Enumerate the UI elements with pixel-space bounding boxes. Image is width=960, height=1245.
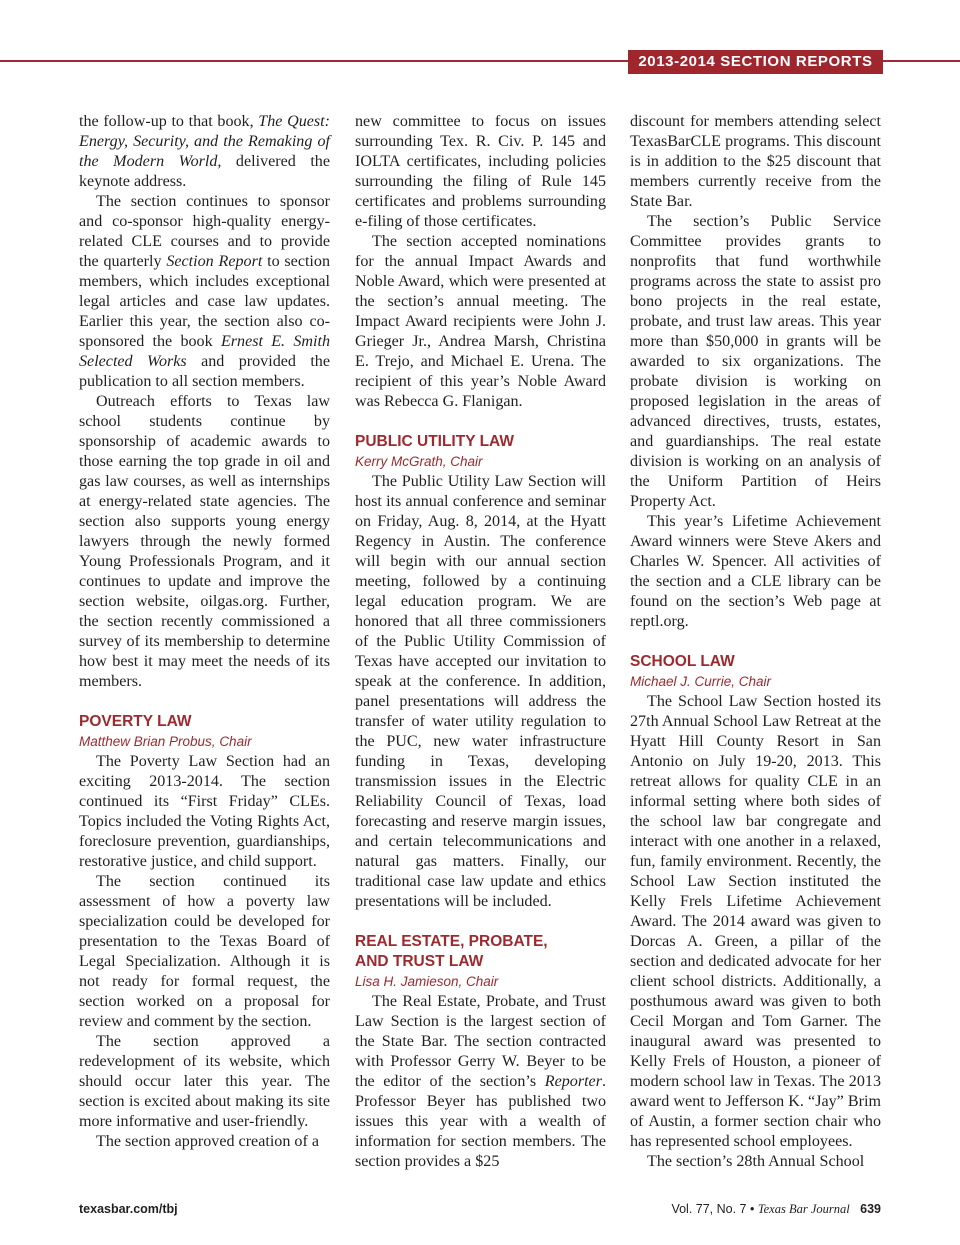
paragraph: The Poverty Law Section had an exciting 2013-2014. The section continued its “First Friday” CLEs. Topics included the Voting Rights Act, foreclosure prevention, guardianships, restorative justice, and child support. <box>79 753 330 870</box>
paragraph: The section continues to sponsor and co-sponsor high-quality energy-related CLE courses and to provide the quarterly Section Report to section members, which includes exceptional legal articles and case law updates. Earlier this year, the section also co-sponsored the book Ernest E. Smith Selected Works and provided the publication to all section members. <box>79 193 331 390</box>
paragraph: Outreach efforts to Texas law school students continue by sponsorship of academic awards to those earning the top grade in oil and gas law courses, as well as internships at energy-related state agencies. The section also supports young energy lawyers through the newly formed Young Professionals Program, and it continues to update and improve the section website, oilgas.org. Further, the section recently commissioned a survey of its membership to determine how best it may meet the needs of its members. <box>79 393 330 690</box>
paragraph: The section accepted nominations for the annual Impact Awards and Noble Award, which were presented at the section’s annual meeting. The Impact Award recipients were John J. Grieger Jr., Andrea Marsh, Christina E. Trejo, and Michael E. Urena. The recipient of this year’s Noble Award was Rebecca G. Flanigan. <box>355 233 606 410</box>
section-chair: Michael J. Currie, Chair <box>630 674 772 689</box>
section-heading-public-utility-law: PUBLIC UTILITY LAW <box>355 433 515 450</box>
paragraph: The section’s Public Service Committee provides grants to nonprofits that fund worthwhile programs across the state to assist pro bono projects in the real estate, probate, and trust law areas. This year more than $50,000 in grants will be awarded to six organizations. The probate division is working on proposed legislation in the areas of advanced directives, trusts, estates, and guardianships. The real estate division is working on an analysis of the Uniform Partition of Heirs Property Act. <box>630 213 881 510</box>
paragraph: new committee to focus on issues surrounding Tex. R. Civ. P. 145 and IOLTA certificates, including policies surrounding the filing of Rule 145 certificates and problems surrounding e-filing of those certificates. <box>355 113 606 230</box>
footer-publication-info <box>671 1202 881 1217</box>
column-1 <box>79 112 330 1152</box>
paragraph: The School Law Section hosted its 27th Annual School Law Retreat at the Hyatt Hill County Resort in San Antonio on July 19-20, 2013. This retreat allows for quality CLE in an informal setting where both sides of the school law bar congregate and interact with one another in a relaxed, fun, family environment. Recently, the School Law Section instituted the Kelly Frels Lifetime Achievement Award. The 2014 award was given to Dorcas A. Green, a pillar of the section and dedicated advocate for her client school districts. Additionally, a posthumous award was given to both Cecil Morgan and Tom Garner. The inaugural award was presented to Kelly Frels of Houston, a pioneer of modern school law in Texas. The 2013 award went to Jefferson K. “Jay” Brim of Austin, a former section chair who has represented school employees. <box>630 693 881 1150</box>
paragraph: This year’s Lifetime Achievement Award winners were Steve Akers and Charles W. Spencer. All activities of the section and a CLE library can be found on the section’s Web page at reptl.org. <box>630 513 881 630</box>
paragraph: discount for members attending select TexasBarCLE programs. This discount is in addition to the $25 discount that members currently receive from the State Bar. <box>630 113 881 210</box>
section-chair: Lisa H. Jamieson, Chair <box>355 974 499 989</box>
paragraph: The section’s 28th Annual School <box>647 1153 865 1170</box>
paragraph: the follow-up to that book, The Quest: Energy, Security, and the Remaking of the Modern World, delivered the keynote address. <box>79 113 330 190</box>
paragraph: The section approved a redevelopment of its website, which should occur later this year. The section is excited about making its site more informative and user-friendly. <box>79 1033 330 1130</box>
paragraph: The section continued its assessment of how a poverty law specialization could be developed for presentation to the Texas Board of Legal Specialization. Although it is not ready for formal request, the section worked on a proposal for review and comment by the section. <box>79 873 330 1030</box>
footer-journal-name: Texas Bar Journal <box>757 1202 850 1216</box>
footer-volume: Vol. 77, No. 7 • <box>671 1202 758 1216</box>
section-chair: Matthew Brian Probus, Chair <box>79 734 252 749</box>
section-heading-real-estate-probate-trust-law: REAL ESTATE, PROBATE, AND TRUST LAW <box>355 933 548 970</box>
section-heading-school-law: SCHOOL LAW <box>630 653 735 670</box>
page-number: 639 <box>860 1202 881 1216</box>
footer-website: texasbar.com/tbj <box>79 1202 178 1216</box>
paragraph: The section approved creation of a <box>96 1133 319 1150</box>
section-heading-poverty-law: POVERTY LAW <box>79 713 192 730</box>
section-chair: Kerry McGrath, Chair <box>355 454 483 469</box>
section-banner: 2013-2014 SECTION REPORTS <box>628 50 883 74</box>
paragraph: The Public Utility Law Section will host its annual conference and seminar on Friday, Aug. 8, 2014, at the Hyatt Regency in Austin. The conference will begin with our annual section meeting, followed by a continuing legal education program. We are honored that all three commissioners of the Public Utility Commission of Texas have accepted our invitation to speak at the conference. In addition, panel presentations will address the transfer of water utility regulation to the PUC, new water infrastructure funding in Texas, developing transmission issues in the Electric Reliability Council of Texas, load forecasting and reserve margin issues, and certain telecommunications and natural gas matters. Finally, our traditional case law update and ethics presentations will be included. <box>355 473 606 910</box>
column-2 <box>355 112 606 1172</box>
paragraph: The Real Estate, Probate, and Trust Law Section is the largest section of the State Bar. The section contracted with Professor Gerry W. Beyer to be the editor of the section’s Reporter. Professor Beyer has published two issues this year with a wealth of information for section members. The section provides a $25 <box>355 993 606 1170</box>
column-3 <box>630 112 881 1172</box>
